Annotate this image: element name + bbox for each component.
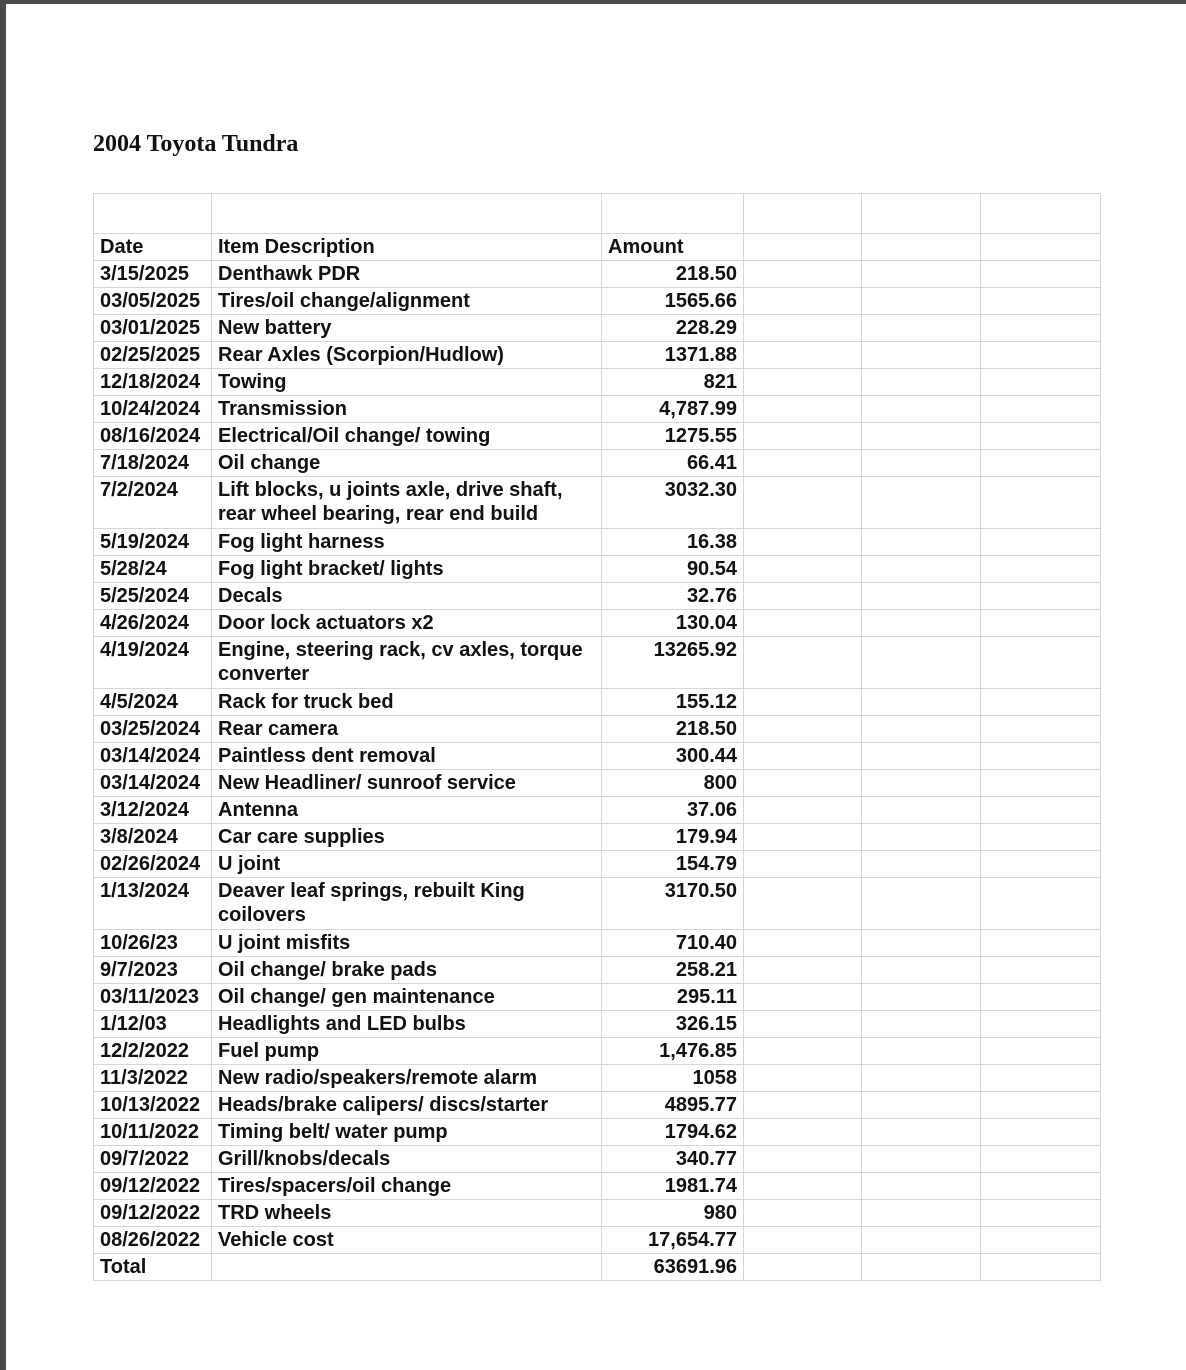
table-row xyxy=(94,1011,1101,1038)
empty-cell xyxy=(862,450,981,477)
empty-cell xyxy=(981,315,1101,342)
row-description: New Headliner/ sunroof service xyxy=(212,770,602,797)
empty-cell xyxy=(981,797,1101,824)
row-date: 03/25/2024 xyxy=(94,716,212,743)
empty-cell xyxy=(981,824,1101,851)
row-description: Engine, steering rack, cv axles, torque converter xyxy=(212,637,602,689)
empty-cell xyxy=(981,770,1101,797)
row-date: 4/5/2024 xyxy=(94,689,212,716)
empty-cell xyxy=(981,1011,1101,1038)
empty-cell xyxy=(744,610,862,637)
row-amount: 1981.74 xyxy=(602,1173,744,1200)
header-amount: Amount xyxy=(602,234,744,261)
row-date: 03/05/2025 xyxy=(94,288,212,315)
empty-cell xyxy=(744,824,862,851)
table-row xyxy=(94,342,1101,369)
empty-cell xyxy=(744,851,862,878)
empty-cell xyxy=(981,556,1101,583)
table-row xyxy=(94,770,1101,797)
empty-cell xyxy=(744,1254,862,1281)
empty-cell xyxy=(862,797,981,824)
empty-cell xyxy=(744,529,862,556)
empty-cell xyxy=(862,369,981,396)
empty-cell xyxy=(981,1119,1101,1146)
row-description: Decals xyxy=(212,583,602,610)
row-description: Rear Axles (Scorpion/Hudlow) xyxy=(212,342,602,369)
empty-cell xyxy=(744,556,862,583)
empty-cell xyxy=(212,194,602,234)
row-description: Tires/spacers/oil change xyxy=(212,1173,602,1200)
row-date: 3/8/2024 xyxy=(94,824,212,851)
row-amount: 821 xyxy=(602,369,744,396)
row-date: 03/14/2024 xyxy=(94,743,212,770)
row-date: 09/12/2022 xyxy=(94,1173,212,1200)
window-frame-left xyxy=(0,0,6,1370)
table-row xyxy=(94,288,1101,315)
table-row xyxy=(94,529,1101,556)
empty-cell xyxy=(862,1065,981,1092)
row-date: 12/2/2022 xyxy=(94,1038,212,1065)
expense-table xyxy=(93,193,1101,1281)
row-amount: 1565.66 xyxy=(602,288,744,315)
row-amount: 4895.77 xyxy=(602,1092,744,1119)
empty-cell xyxy=(744,1065,862,1092)
empty-cell xyxy=(744,1146,862,1173)
row-amount: 228.29 xyxy=(602,315,744,342)
empty-cell xyxy=(862,1173,981,1200)
row-amount: 980 xyxy=(602,1200,744,1227)
row-date: 10/24/2024 xyxy=(94,396,212,423)
empty-cell xyxy=(862,396,981,423)
empty-cell xyxy=(981,957,1101,984)
table-row xyxy=(94,637,1101,689)
row-date: 5/19/2024 xyxy=(94,529,212,556)
empty-cell xyxy=(862,878,981,930)
row-amount: 155.12 xyxy=(602,689,744,716)
row-description: New radio/speakers/remote alarm xyxy=(212,1065,602,1092)
table-row xyxy=(94,716,1101,743)
row-description: Door lock actuators x2 xyxy=(212,610,602,637)
table-row xyxy=(94,1092,1101,1119)
empty-cell xyxy=(744,716,862,743)
row-amount: 800 xyxy=(602,770,744,797)
table-row xyxy=(94,423,1101,450)
empty-cell xyxy=(862,583,981,610)
empty-row xyxy=(94,194,1101,234)
empty-cell xyxy=(862,288,981,315)
empty-cell xyxy=(862,315,981,342)
row-amount: 179.94 xyxy=(602,824,744,851)
empty-cell xyxy=(862,423,981,450)
row-description: Denthawk PDR xyxy=(212,261,602,288)
empty-cell xyxy=(862,194,981,234)
empty-cell xyxy=(981,450,1101,477)
row-date: 3/15/2025 xyxy=(94,261,212,288)
row-description: New battery xyxy=(212,315,602,342)
empty-cell xyxy=(744,288,862,315)
empty-cell xyxy=(981,342,1101,369)
row-date: 11/3/2022 xyxy=(94,1065,212,1092)
empty-cell xyxy=(862,1119,981,1146)
table-row xyxy=(94,957,1101,984)
row-date: 4/19/2024 xyxy=(94,637,212,689)
empty-cell xyxy=(981,288,1101,315)
header-description: Item Description xyxy=(212,234,602,261)
expense-table-body xyxy=(94,194,1101,1281)
table-row xyxy=(94,1065,1101,1092)
empty-cell xyxy=(862,930,981,957)
empty-cell xyxy=(981,1173,1101,1200)
header-row xyxy=(94,234,1101,261)
row-amount: 218.50 xyxy=(602,261,744,288)
row-date: 12/18/2024 xyxy=(94,369,212,396)
table-row xyxy=(94,450,1101,477)
row-description: Timing belt/ water pump xyxy=(212,1119,602,1146)
row-amount: 295.11 xyxy=(602,984,744,1011)
row-description: U joint xyxy=(212,851,602,878)
empty-cell xyxy=(744,743,862,770)
row-description: Rack for truck bed xyxy=(212,689,602,716)
empty-cell xyxy=(981,637,1101,689)
header-date: Date xyxy=(94,234,212,261)
empty-cell xyxy=(744,342,862,369)
row-description: Oil change xyxy=(212,450,602,477)
empty-cell xyxy=(981,529,1101,556)
empty-cell xyxy=(981,369,1101,396)
empty-cell xyxy=(744,1200,862,1227)
empty-cell xyxy=(744,194,862,234)
row-description: Vehicle cost xyxy=(212,1227,602,1254)
table-row xyxy=(94,610,1101,637)
row-date: 03/14/2024 xyxy=(94,770,212,797)
row-date: 4/26/2024 xyxy=(94,610,212,637)
empty-cell xyxy=(981,743,1101,770)
table-row xyxy=(94,1146,1101,1173)
table-row xyxy=(94,315,1101,342)
row-description: Fog light harness xyxy=(212,529,602,556)
table-row xyxy=(94,797,1101,824)
empty-cell xyxy=(862,261,981,288)
empty-cell xyxy=(744,396,862,423)
row-date: 03/11/2023 xyxy=(94,984,212,1011)
table-row xyxy=(94,689,1101,716)
row-date: 10/13/2022 xyxy=(94,1092,212,1119)
table-row xyxy=(94,878,1101,930)
empty-cell xyxy=(862,342,981,369)
empty-cell xyxy=(981,878,1101,930)
empty-cell xyxy=(744,770,862,797)
row-amount: 90.54 xyxy=(602,556,744,583)
empty-cell xyxy=(862,1200,981,1227)
empty-cell xyxy=(744,583,862,610)
empty-cell xyxy=(744,1227,862,1254)
empty-cell xyxy=(981,1092,1101,1119)
empty-cell xyxy=(744,930,862,957)
row-amount: 258.21 xyxy=(602,957,744,984)
row-amount: 3170.50 xyxy=(602,878,744,930)
empty-cell xyxy=(862,1011,981,1038)
empty-cell xyxy=(744,1011,862,1038)
row-amount: 4,787.99 xyxy=(602,396,744,423)
total-row xyxy=(94,1254,1101,1281)
empty-cell xyxy=(744,797,862,824)
empty-cell xyxy=(981,930,1101,957)
row-amount: 32.76 xyxy=(602,583,744,610)
empty-cell xyxy=(862,851,981,878)
total-amount: 63691.96 xyxy=(602,1254,744,1281)
empty-cell xyxy=(981,716,1101,743)
table-row xyxy=(94,556,1101,583)
empty-cell xyxy=(744,984,862,1011)
row-description: Lift blocks, u joints axle, drive shaft, rear wheel bearing, rear end build xyxy=(212,477,602,529)
empty-cell xyxy=(981,984,1101,1011)
document-title: 2004 Toyota Tundra xyxy=(93,131,299,157)
empty-cell xyxy=(981,477,1101,529)
row-date: 02/26/2024 xyxy=(94,851,212,878)
empty-cell xyxy=(744,878,862,930)
row-amount: 1794.62 xyxy=(602,1119,744,1146)
row-description: Fuel pump xyxy=(212,1038,602,1065)
row-amount: 710.40 xyxy=(602,930,744,957)
row-description: Car care supplies xyxy=(212,824,602,851)
row-date: 09/12/2022 xyxy=(94,1200,212,1227)
row-amount: 17,654.77 xyxy=(602,1227,744,1254)
row-date: 10/26/23 xyxy=(94,930,212,957)
row-date: 7/18/2024 xyxy=(94,450,212,477)
empty-cell xyxy=(981,396,1101,423)
table-row xyxy=(94,984,1101,1011)
row-description: Oil change/ brake pads xyxy=(212,957,602,984)
empty-cell xyxy=(862,824,981,851)
row-amount: 1275.55 xyxy=(602,423,744,450)
row-date: 5/28/24 xyxy=(94,556,212,583)
row-amount: 16.38 xyxy=(602,529,744,556)
empty-cell xyxy=(744,689,862,716)
window-frame-top xyxy=(0,0,1186,4)
row-date: 1/12/03 xyxy=(94,1011,212,1038)
row-description: Tires/oil change/alignment xyxy=(212,288,602,315)
empty-cell xyxy=(744,234,862,261)
empty-cell xyxy=(981,1146,1101,1173)
empty-cell xyxy=(862,716,981,743)
empty-cell xyxy=(744,261,862,288)
row-amount: 3032.30 xyxy=(602,477,744,529)
table-row xyxy=(94,824,1101,851)
row-description: Electrical/Oil change/ towing xyxy=(212,423,602,450)
row-amount: 13265.92 xyxy=(602,637,744,689)
empty-cell xyxy=(862,610,981,637)
row-amount: 130.04 xyxy=(602,610,744,637)
row-description: Deaver leaf springs, rebuilt King coilovers xyxy=(212,878,602,930)
empty-cell xyxy=(981,1065,1101,1092)
row-amount: 340.77 xyxy=(602,1146,744,1173)
row-amount: 326.15 xyxy=(602,1011,744,1038)
row-date: 3/12/2024 xyxy=(94,797,212,824)
empty-cell xyxy=(602,194,744,234)
row-description: Heads/brake calipers/ discs/starter xyxy=(212,1092,602,1119)
row-date: 02/25/2025 xyxy=(94,342,212,369)
empty-cell xyxy=(981,851,1101,878)
empty-cell xyxy=(981,1200,1101,1227)
empty-cell xyxy=(981,261,1101,288)
row-description: Grill/knobs/decals xyxy=(212,1146,602,1173)
empty-cell xyxy=(981,1038,1101,1065)
table-row xyxy=(94,369,1101,396)
row-description: Fog light bracket/ lights xyxy=(212,556,602,583)
empty-cell xyxy=(862,1038,981,1065)
row-date: 5/25/2024 xyxy=(94,583,212,610)
empty-cell xyxy=(862,770,981,797)
empty-cell xyxy=(862,689,981,716)
empty-cell xyxy=(981,234,1101,261)
empty-cell xyxy=(862,984,981,1011)
empty-cell xyxy=(744,477,862,529)
empty-cell xyxy=(981,423,1101,450)
table-row xyxy=(94,477,1101,529)
row-description: Antenna xyxy=(212,797,602,824)
table-row xyxy=(94,1119,1101,1146)
row-date: 7/2/2024 xyxy=(94,477,212,529)
row-date: 03/01/2025 xyxy=(94,315,212,342)
row-date: 1/13/2024 xyxy=(94,878,212,930)
empty-cell xyxy=(862,1146,981,1173)
table-row xyxy=(94,261,1101,288)
row-description: Headlights and LED bulbs xyxy=(212,1011,602,1038)
empty-cell xyxy=(862,743,981,770)
row-amount: 37.06 xyxy=(602,797,744,824)
table-row xyxy=(94,1173,1101,1200)
row-amount: 1371.88 xyxy=(602,342,744,369)
row-amount: 1058 xyxy=(602,1065,744,1092)
empty-cell xyxy=(862,529,981,556)
empty-cell xyxy=(744,369,862,396)
empty-cell xyxy=(862,1092,981,1119)
empty-cell xyxy=(744,1038,862,1065)
empty-cell xyxy=(94,194,212,234)
row-date: 08/26/2022 xyxy=(94,1227,212,1254)
row-amount: 1,476.85 xyxy=(602,1038,744,1065)
empty-cell xyxy=(744,957,862,984)
empty-cell xyxy=(744,450,862,477)
table-row xyxy=(94,743,1101,770)
empty-cell xyxy=(744,423,862,450)
empty-cell xyxy=(981,689,1101,716)
row-date: 10/11/2022 xyxy=(94,1119,212,1146)
empty-cell xyxy=(981,583,1101,610)
empty-cell xyxy=(862,477,981,529)
row-amount: 300.44 xyxy=(602,743,744,770)
row-description: Towing xyxy=(212,369,602,396)
row-date: 9/7/2023 xyxy=(94,957,212,984)
table-row xyxy=(94,1227,1101,1254)
row-date: 09/7/2022 xyxy=(94,1146,212,1173)
empty-cell xyxy=(862,234,981,261)
empty-cell xyxy=(744,637,862,689)
row-description: Transmission xyxy=(212,396,602,423)
row-description: Paintless dent removal xyxy=(212,743,602,770)
empty-cell xyxy=(862,556,981,583)
row-description: Rear camera xyxy=(212,716,602,743)
empty-cell xyxy=(212,1254,602,1281)
empty-cell xyxy=(862,1254,981,1281)
empty-cell xyxy=(862,1227,981,1254)
empty-cell xyxy=(744,1173,862,1200)
empty-cell xyxy=(744,1092,862,1119)
table-row xyxy=(94,1200,1101,1227)
empty-cell xyxy=(862,637,981,689)
table-row xyxy=(94,930,1101,957)
empty-cell xyxy=(862,957,981,984)
total-label: Total xyxy=(94,1254,212,1281)
table-row xyxy=(94,1038,1101,1065)
table-row xyxy=(94,851,1101,878)
table-row xyxy=(94,396,1101,423)
row-description: TRD wheels xyxy=(212,1200,602,1227)
empty-cell xyxy=(981,1227,1101,1254)
empty-cell xyxy=(981,194,1101,234)
empty-cell xyxy=(744,1119,862,1146)
empty-cell xyxy=(744,315,862,342)
row-amount: 66.41 xyxy=(602,450,744,477)
row-description: U joint misfits xyxy=(212,930,602,957)
empty-cell xyxy=(981,610,1101,637)
row-amount: 154.79 xyxy=(602,851,744,878)
empty-cell xyxy=(981,1254,1101,1281)
row-date: 08/16/2024 xyxy=(94,423,212,450)
table-row xyxy=(94,583,1101,610)
row-amount: 218.50 xyxy=(602,716,744,743)
row-description: Oil change/ gen maintenance xyxy=(212,984,602,1011)
